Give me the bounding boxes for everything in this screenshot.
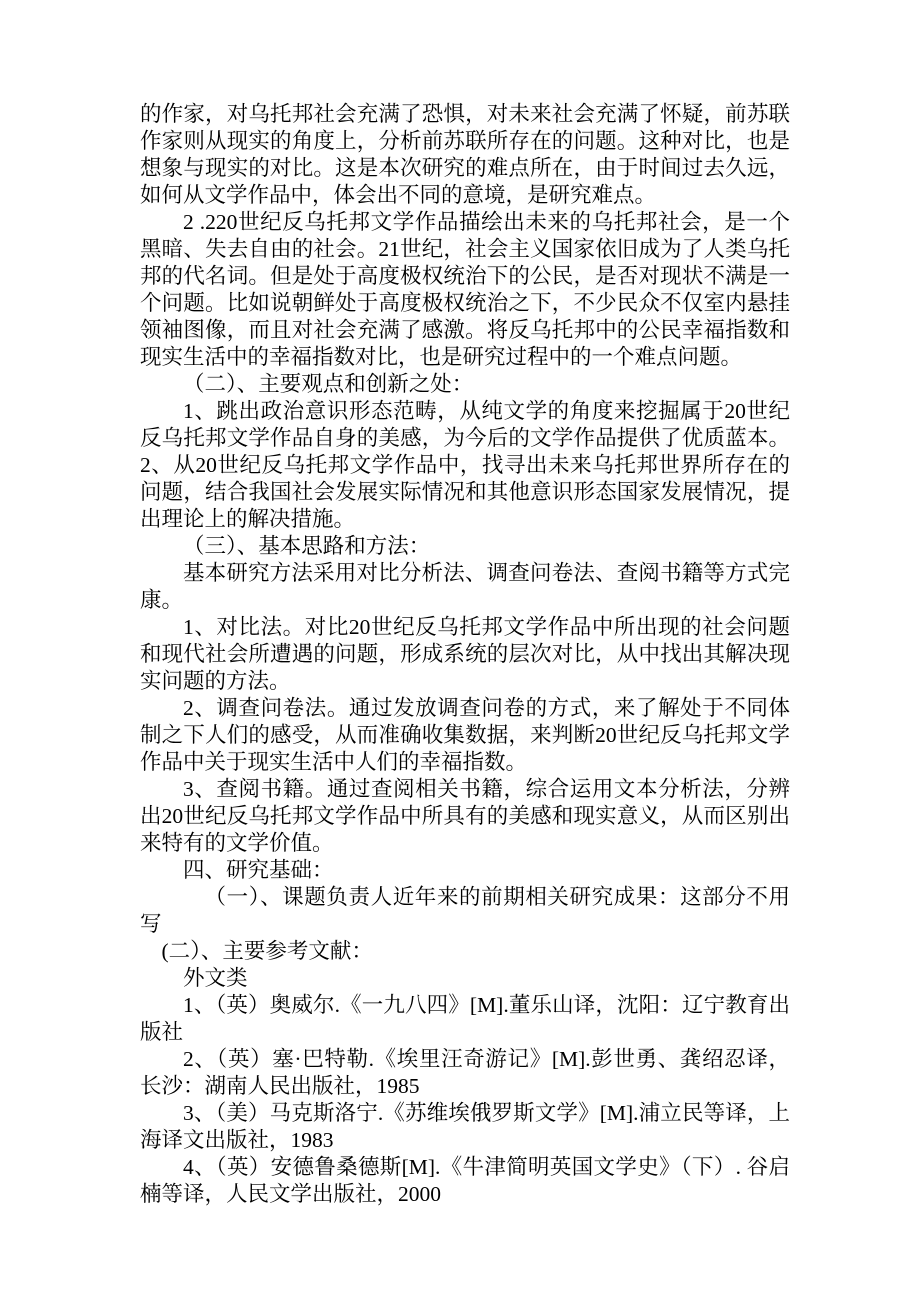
paragraph-1: 的作家，对乌托邦社会充满了恐惧，对未来社会充满了怀疑，前苏联作家则从现实的角度上，分析前苏联所存在的问题。这种对比，也是想象与现实的对比。这是本次研究的难点所在，由于时间过去久远，如何从文学作品中，体会出不同的意境，是研究难点。	[140, 102, 790, 207]
paragraph-16: 3、（美）马克斯洛宁.《苏维埃俄罗斯文学》[M].浦立民等译，上海译文出版社，1983	[140, 1101, 790, 1152]
paragraph-8: 2、调查问卷法。通过发放调查问卷的方式，来了解处于不同体制之下人们的感受，从而准确收集数据，来判断20世纪反乌托邦文学作品中关于现实生活中人们的幸福指数。	[140, 696, 790, 774]
paragraph-14: 1、（英）奥威尔.《一九八四》[M].董乐山译，沈阳：辽宁教育出版社	[140, 993, 790, 1044]
paragraph-5: （三）、基本思路和方法：	[183, 534, 431, 558]
paragraph-15: 2、（英）塞·巴特勒.《埃里汪奇游记》[M].彭世勇、龚绍忍译，长沙：湖南人民出版社，1985	[140, 1047, 790, 1098]
paragraph-10: 四、研究基础：	[183, 858, 334, 882]
paragraph-2: 2 .220世纪反乌托邦文学作品描绘出未来的乌托邦社会，是一个黑暗、失去自由的社会。21世纪，社会主义国家依旧成为了人类乌托邦的代名词。但是处于高度极权统治下的公民，是否对现状不满是一个问题。比如说朝鲜处于高度极权统治之下，不少民众不仅室内悬挂领袖图像，而且对社会充满了感激。将反乌托邦中的公民幸福指数和现实生活中的幸福指数对比，也是研究过程中的一个难点问题。	[140, 210, 790, 369]
paragraph-12: (二）、主要参考文献：	[161, 939, 373, 963]
paragraph-13: 外文类	[183, 966, 248, 990]
paragraph-17: 4、（英）安德鲁桑德斯[M].《牛津简明英国文学史》（下）. 谷启楠等译，人民文学出版社，2000	[140, 1155, 790, 1206]
paragraph-4: 1、跳出政治意识形态范畴，从纯文学的角度来挖掘属于20世纪反乌托邦文学作品自身的美感，为今后的文学作品提供了优质蓝本。2、从20世纪反乌托邦文学作品中，找寻出未来乌托邦世界所存在的问题，结合我国社会发展实际情况和其他意识形态国家发展情况，提出理论上的解决措施。	[140, 399, 790, 531]
paragraph-7: 1、对比法。对比20世纪反乌托邦文学作品中所出现的社会问题和现代社会所遭遇的问题，形成系统的层次对比，从中找出其解决现实问题的方法。	[140, 615, 790, 693]
paragraph-6: 基本研究方法采用对比分析法、调查问卷法、查阅书籍等方式完康。	[140, 561, 790, 612]
paragraph-9: 3、查阅书籍。通过查阅相关书籍，综合运用文本分析法，分辨出20世纪反乌托邦文学作品中所具有的美感和现实意义，从而区别出来特有的文学价值。	[140, 777, 790, 855]
paragraph-3: （二）、主要观点和创新之处：	[183, 372, 474, 396]
paragraph-11: （一）、课题负责人近年来的前期相关研究成果：这部分不用写	[140, 885, 790, 936]
document-body	[140, 101, 790, 1208]
